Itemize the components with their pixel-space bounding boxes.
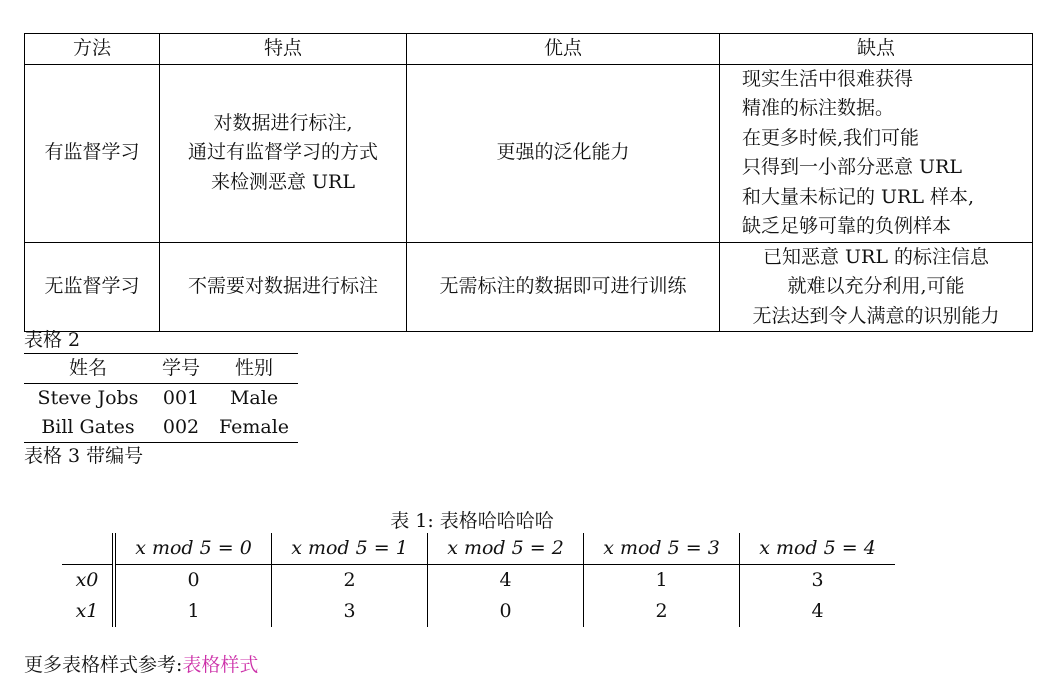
value-cell: 3 bbox=[811, 569, 824, 591]
disadvantage-line: 缺乏足够可靠的负例样本 bbox=[742, 215, 952, 237]
disadvantage-line: 只得到一小部分恶意 URL bbox=[742, 156, 962, 178]
header-mod1: x mod 5 = 1 bbox=[272, 533, 428, 565]
header-method: 方法 bbox=[25, 34, 160, 65]
disadvantage-line: 现实生活中很难获得 bbox=[742, 67, 914, 90]
name-cell: Steve Jobs bbox=[37, 387, 139, 409]
table-header-row bbox=[24, 354, 298, 384]
header-advantage: 优点 bbox=[407, 34, 720, 65]
table-row bbox=[25, 64, 1033, 242]
header-mod3: x mod 5 = 3 bbox=[584, 533, 740, 565]
value-cell: 2 bbox=[272, 565, 428, 597]
advantage-cell: 无需标注的数据即可进行训练 bbox=[407, 242, 720, 332]
value-cell: 0 bbox=[114, 565, 272, 597]
table-3-caption: 表格 3 带编号 bbox=[24, 445, 144, 467]
methods-comparison-table bbox=[24, 33, 1033, 332]
table-title: 表 1: 表格哈哈哈哈 bbox=[390, 510, 554, 532]
row-label: x0 bbox=[62, 565, 114, 597]
method-cell: 有监督学习 bbox=[25, 64, 160, 242]
header-mod0: x mod 5 = 0 bbox=[114, 533, 272, 565]
header-name: 姓名 bbox=[68, 357, 107, 379]
header-mod2: x mod 5 = 2 bbox=[428, 533, 584, 565]
table-row bbox=[62, 565, 895, 597]
value-cell: 1 bbox=[584, 565, 740, 597]
value-cell: 3 bbox=[272, 596, 428, 627]
student-table bbox=[24, 353, 298, 443]
gender-cell: Male bbox=[229, 387, 279, 409]
table-row bbox=[62, 596, 895, 627]
feature-cell: 不需要对数据进行标注 bbox=[160, 242, 407, 332]
feature-line: 来检测恶意 URL bbox=[211, 170, 355, 193]
corner-cell bbox=[62, 533, 114, 565]
disadvantage-line: 和大量未标记的 URL 样本, bbox=[742, 185, 975, 208]
footer-note bbox=[24, 651, 258, 679]
table-row bbox=[24, 413, 298, 443]
disadvantage-cell bbox=[720, 242, 1033, 332]
feature-line: 对数据进行标注, bbox=[213, 111, 353, 134]
row-label: x1 bbox=[62, 596, 114, 627]
header-disadvantage: 缺点 bbox=[720, 34, 1033, 65]
value-cell: 0 bbox=[428, 596, 584, 627]
advantage-cell: 更强的泛化能力 bbox=[407, 64, 720, 242]
footer-text: 更多表格样式参考: bbox=[24, 654, 183, 676]
disadvantage-cell bbox=[720, 64, 1033, 242]
table-header-row bbox=[25, 34, 1033, 65]
value-cell: 4 bbox=[811, 600, 824, 622]
header-id: 学号 bbox=[161, 357, 200, 379]
header-feature: 特点 bbox=[160, 34, 407, 65]
disadvantage-line: 精准的标注数据。 bbox=[742, 97, 895, 119]
table-row bbox=[25, 242, 1033, 332]
value-cell: 2 bbox=[584, 596, 740, 627]
method-cell: 无监督学习 bbox=[25, 242, 160, 332]
disadvantage-line: 在更多时候,我们可能 bbox=[742, 126, 920, 149]
disadvantage-line: 就难以充分利用,可能 bbox=[787, 275, 965, 297]
feature-line: 通过有监督学习的方式 bbox=[187, 141, 378, 164]
header-mod4: x mod 5 = 4 bbox=[759, 537, 876, 559]
header-gender: 性别 bbox=[235, 357, 274, 379]
disadvantage-line: 已知恶意 URL 的标注信息 bbox=[762, 245, 989, 268]
disadvantage-line: 无法达到令人满意的识别能力 bbox=[752, 304, 1000, 327]
mod-table bbox=[62, 533, 895, 627]
table-style-link[interactable]: 表格样式 bbox=[182, 654, 259, 676]
value-cell: 1 bbox=[114, 596, 272, 627]
id-cell: 001 bbox=[162, 387, 200, 409]
table-2-caption: 表格 2 bbox=[24, 329, 81, 351]
table-header-row bbox=[62, 533, 895, 565]
id-cell: 002 bbox=[162, 416, 200, 438]
name-cell: Bill Gates bbox=[41, 416, 135, 438]
gender-cell: Female bbox=[219, 416, 290, 438]
feature-cell bbox=[160, 64, 407, 242]
value-cell: 4 bbox=[428, 565, 584, 597]
table-row bbox=[24, 384, 298, 414]
